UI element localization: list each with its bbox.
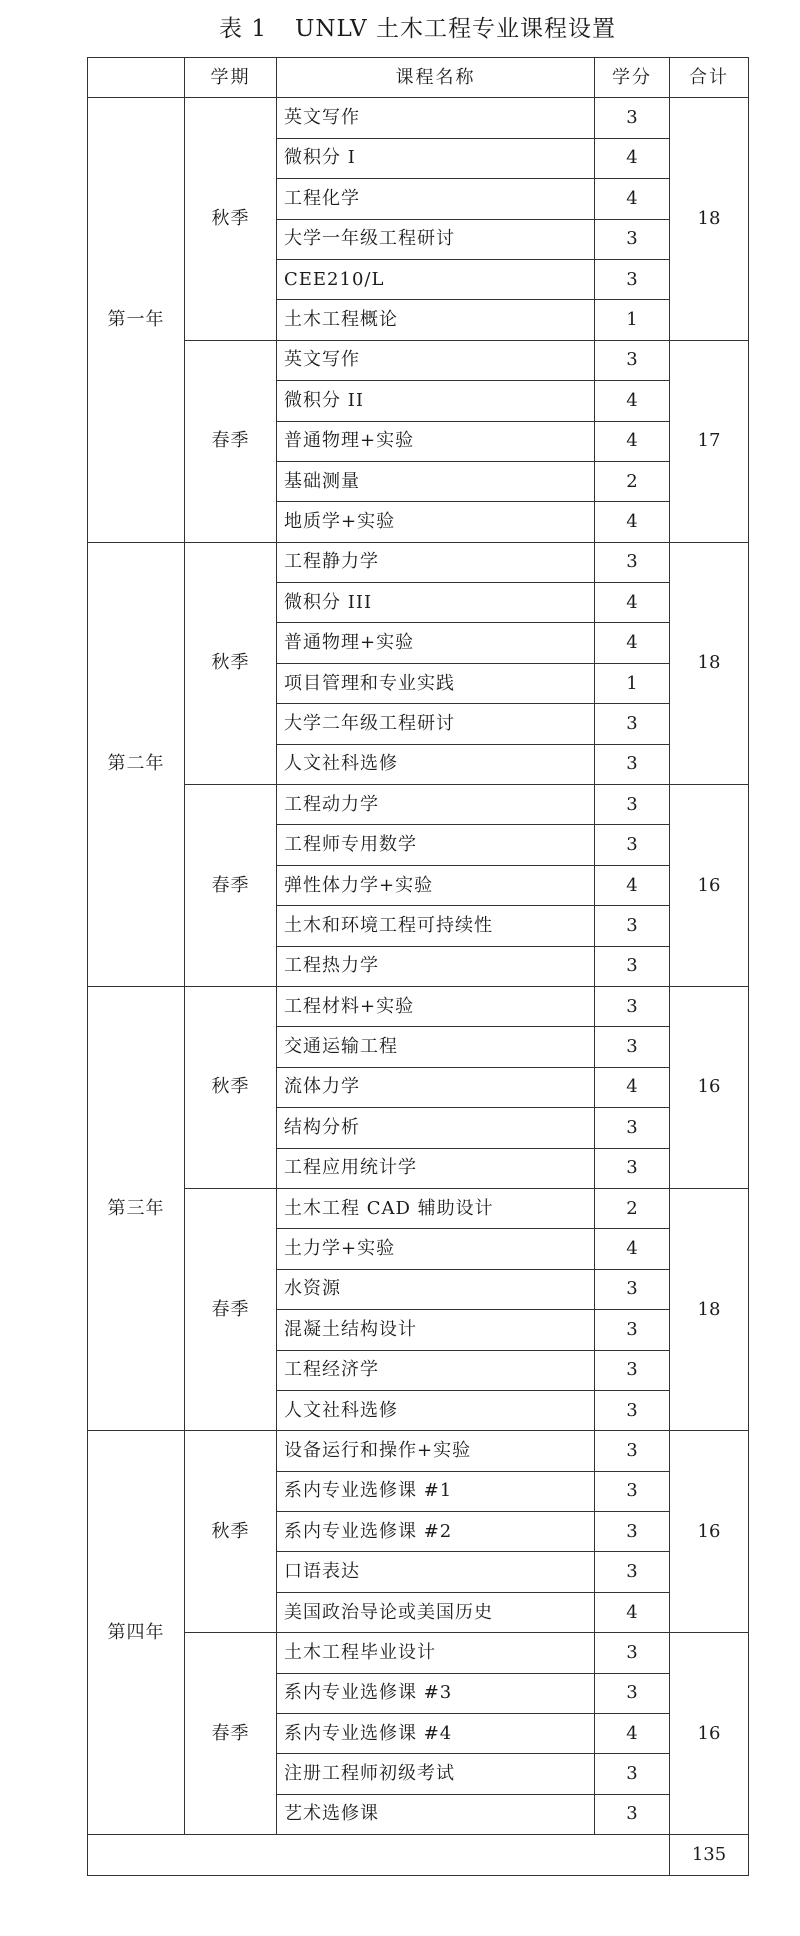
header-total: 合计	[670, 58, 749, 98]
course-name: 工程动力学	[277, 785, 595, 825]
table-number: 表 1	[219, 16, 267, 42]
table-row	[88, 340, 749, 380]
course-name: 土木工程 CAD 辅助设计	[277, 1188, 595, 1228]
course-credits: 4	[595, 138, 670, 178]
year-cell: 第二年	[88, 542, 185, 986]
term-total: 16	[670, 1633, 749, 1835]
course-credits: 4	[595, 1229, 670, 1269]
course-name: 注册工程师初级考试	[277, 1754, 595, 1794]
course-name: 工程师专用数学	[277, 825, 595, 865]
course-name: 项目管理和专业实践	[277, 663, 595, 703]
course-name: 工程静力学	[277, 542, 595, 582]
term-cell: 秋季	[185, 1431, 277, 1633]
course-credits: 4	[595, 1714, 670, 1754]
course-credits: 3	[595, 1027, 670, 1067]
course-name: 大学一年级工程研讨	[277, 219, 595, 259]
course-credits: 3	[595, 1108, 670, 1148]
course-credits: 2	[595, 461, 670, 501]
course-credits: 3	[595, 1310, 670, 1350]
term-total: 18	[670, 98, 749, 340]
course-name: 流体力学	[277, 1067, 595, 1107]
course-name: 交通运输工程	[277, 1027, 595, 1067]
term-total: 16	[670, 1431, 749, 1633]
course-name: 系内专业选修课 #2	[277, 1512, 595, 1552]
course-name: 微积分 II	[277, 381, 595, 421]
course-name: 工程热力学	[277, 946, 595, 986]
term-cell: 秋季	[185, 98, 277, 340]
course-credits: 4	[595, 583, 670, 623]
course-credits: 4	[595, 502, 670, 542]
course-name: 土木工程毕业设计	[277, 1633, 595, 1673]
course-credits: 3	[595, 1633, 670, 1673]
course-name: 艺术选修课	[277, 1794, 595, 1834]
course-name: 系内专业选修课 #4	[277, 1714, 595, 1754]
header-course: 课程名称	[277, 58, 595, 98]
table-row	[88, 1431, 749, 1471]
course-credits: 4	[595, 1592, 670, 1632]
table-row	[88, 1188, 749, 1228]
course-name: 弹性体力学+实验	[277, 865, 595, 905]
course-credits: 3	[595, 1390, 670, 1430]
header-year-blank	[88, 58, 185, 98]
course-credits: 3	[595, 1673, 670, 1713]
course-name: 地质学+实验	[277, 502, 595, 542]
course-credits: 3	[595, 219, 670, 259]
course-credits: 3	[595, 704, 670, 744]
course-credits: 3	[595, 1552, 670, 1592]
course-credits: 3	[595, 1148, 670, 1188]
course-credits: 3	[595, 986, 670, 1026]
term-total: 18	[670, 542, 749, 784]
course-credits: 3	[595, 785, 670, 825]
term-total: 17	[670, 340, 749, 542]
course-credits: 3	[595, 744, 670, 784]
course-credits: 4	[595, 865, 670, 905]
course-name: 英文写作	[277, 98, 595, 138]
course-name: 普通物理+实验	[277, 421, 595, 461]
term-cell: 春季	[185, 785, 277, 987]
grand-total-blank	[88, 1835, 670, 1875]
grand-total-value: 135	[670, 1835, 749, 1875]
year-cell: 第三年	[88, 986, 185, 1430]
term-cell: 春季	[185, 1188, 277, 1430]
course-credits: 3	[595, 1431, 670, 1471]
course-name: 工程材料+实验	[277, 986, 595, 1026]
term-total: 16	[670, 785, 749, 987]
course-credits: 1	[595, 300, 670, 340]
course-name: 水资源	[277, 1269, 595, 1309]
course-name: 系内专业选修课 #1	[277, 1471, 595, 1511]
course-credits: 3	[595, 1754, 670, 1794]
course-credits: 3	[595, 542, 670, 582]
course-credits: 3	[595, 1269, 670, 1309]
course-credits: 4	[595, 623, 670, 663]
table-caption	[87, 13, 748, 45]
course-name: 微积分 I	[277, 138, 595, 178]
course-name: 微积分 III	[277, 583, 595, 623]
course-name: 土力学+实验	[277, 1229, 595, 1269]
header-credits: 学分	[595, 58, 670, 98]
course-credits: 3	[595, 1794, 670, 1834]
course-credits: 3	[595, 1471, 670, 1511]
course-credits: 3	[595, 259, 670, 299]
course-name: 人文社科选修	[277, 744, 595, 784]
course-name: 基础测量	[277, 461, 595, 501]
year-cell: 第四年	[88, 1431, 185, 1835]
table-row	[88, 986, 749, 1026]
course-credits: 3	[595, 906, 670, 946]
course-name: 工程应用统计学	[277, 1148, 595, 1188]
course-credits: 3	[595, 98, 670, 138]
course-name: 结构分析	[277, 1108, 595, 1148]
curriculum-table	[87, 57, 749, 1876]
term-cell: 秋季	[185, 986, 277, 1188]
course-name: 土木工程概论	[277, 300, 595, 340]
course-name: 土木和环境工程可持续性	[277, 906, 595, 946]
term-total: 16	[670, 986, 749, 1188]
term-cell: 春季	[185, 1633, 277, 1835]
table-row	[88, 1633, 749, 1673]
course-credits: 4	[595, 179, 670, 219]
course-credits: 4	[595, 381, 670, 421]
grand-total-row	[88, 1835, 749, 1875]
table-title: UNLV 土木工程专业课程设置	[294, 16, 616, 42]
course-credits: 3	[595, 1350, 670, 1390]
course-credits: 1	[595, 663, 670, 703]
year-cell: 第一年	[88, 98, 185, 542]
course-credits: 3	[595, 1512, 670, 1552]
course-name: 混凝土结构设计	[277, 1310, 595, 1350]
course-name: 美国政治导论或美国历史	[277, 1592, 595, 1632]
course-name: 口语表达	[277, 1552, 595, 1592]
course-name: 工程经济学	[277, 1350, 595, 1390]
course-name: 大学二年级工程研讨	[277, 704, 595, 744]
course-credits: 2	[595, 1188, 670, 1228]
course-name: 工程化学	[277, 179, 595, 219]
header-term: 学期	[185, 58, 277, 98]
term-cell: 春季	[185, 340, 277, 542]
header-row	[88, 58, 749, 98]
course-name: CEE210/L	[277, 259, 595, 299]
course-credits: 4	[595, 1067, 670, 1107]
course-name: 系内专业选修课 #3	[277, 1673, 595, 1713]
course-credits: 3	[595, 825, 670, 865]
course-credits: 3	[595, 946, 670, 986]
table-row	[88, 785, 749, 825]
course-credits: 4	[595, 421, 670, 461]
course-name: 设备运行和操作+实验	[277, 1431, 595, 1471]
course-name: 普通物理+实验	[277, 623, 595, 663]
course-name: 人文社科选修	[277, 1390, 595, 1430]
table-row	[88, 98, 749, 138]
term-total: 18	[670, 1188, 749, 1430]
course-name: 英文写作	[277, 340, 595, 380]
term-cell: 秋季	[185, 542, 277, 784]
table-row	[88, 542, 749, 582]
course-credits: 3	[595, 340, 670, 380]
